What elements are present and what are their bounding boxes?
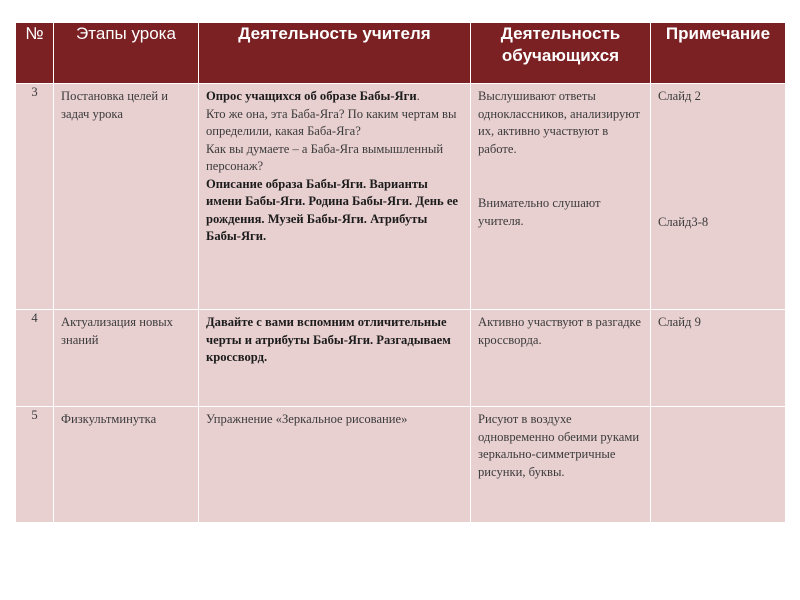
row-number <box>16 310 54 407</box>
stage-cell <box>54 84 199 310</box>
lesson-plan-table <box>15 22 786 523</box>
students-text: Рисуют в воздухе одновременно обеими руками зеркально-симметричные рисунки, буквы. <box>478 412 640 479</box>
note-slide-1: Слайд 2 <box>658 89 701 103</box>
teacher-text: Упражнение «Зеркальное рисование» <box>206 412 408 426</box>
header-note: Примечание <box>651 23 786 84</box>
note-text: Слайд 9 <box>658 315 701 329</box>
students-content <box>471 84 650 234</box>
students-text-2: Внимательно слушают учителя. <box>478 196 601 228</box>
students-text-1: Выслушивают ответы одноклассников, анализируют их, активно участвуют в работе. <box>478 89 640 156</box>
poll-line <box>206 88 464 106</box>
note-slide-2: Слайд3-8 <box>658 214 709 229</box>
students-cell <box>471 407 651 523</box>
row-number-text: 4 <box>31 311 38 325</box>
teacher-cell <box>199 407 471 523</box>
stage-text: Физкультминутка <box>61 412 157 426</box>
table-header-row <box>16 23 786 84</box>
header-number: № <box>16 23 54 84</box>
table-row <box>16 310 786 407</box>
row-number <box>16 84 54 310</box>
note-cell <box>651 84 786 310</box>
note-cell <box>651 310 786 407</box>
stage-text: Актуализация новых знаний <box>61 315 173 347</box>
row-number-text: 5 <box>31 408 38 422</box>
header-teacher-activity: Деятельность учителя <box>199 23 471 84</box>
note-cell <box>651 407 786 523</box>
question-text-2: Как вы думаете – а Баба-Яга вымышленный персонаж? <box>206 141 444 173</box>
note-text <box>651 407 785 415</box>
note-content <box>651 84 785 235</box>
stage-cell <box>54 310 199 407</box>
students-cell <box>471 310 651 407</box>
header-stages: Этапы урока <box>54 23 199 84</box>
teacher-text: Давайте с вами вспомним отличительные черты и атрибуты Бабы-Яги. Разгадываем кроссворд. <box>206 315 451 364</box>
question-text-1: Кто же она, эта Баба-Яга? По каким чертам вы определили, какая Баба-Яга? <box>206 106 457 138</box>
description-text: Описание образа Бабы-Яги. Варианты имени Бабы-Яги. Родина Бабы-Яги. День ее рождения. Музей Бабы-Яги. Атрибуты Бабы-Яги. <box>206 176 459 243</box>
students-cell <box>471 84 651 310</box>
students-text: Активно участвуют в разгадке кроссворда. <box>478 315 641 347</box>
teacher-content <box>199 84 470 250</box>
row-number <box>16 407 54 523</box>
poll-period: . <box>416 89 420 103</box>
table-row <box>16 407 786 523</box>
table-row <box>16 84 786 310</box>
teacher-cell <box>199 84 471 310</box>
stage-cell <box>54 407 199 523</box>
header-student-activity: Деятельность обучающихся <box>471 23 651 84</box>
stage-text: Постановка целей и задач урока <box>61 89 169 121</box>
poll-title: Опрос учащихся об образе Бабы-Яги <box>206 89 417 103</box>
teacher-cell <box>199 310 471 407</box>
row-number-text: 3 <box>31 85 38 99</box>
